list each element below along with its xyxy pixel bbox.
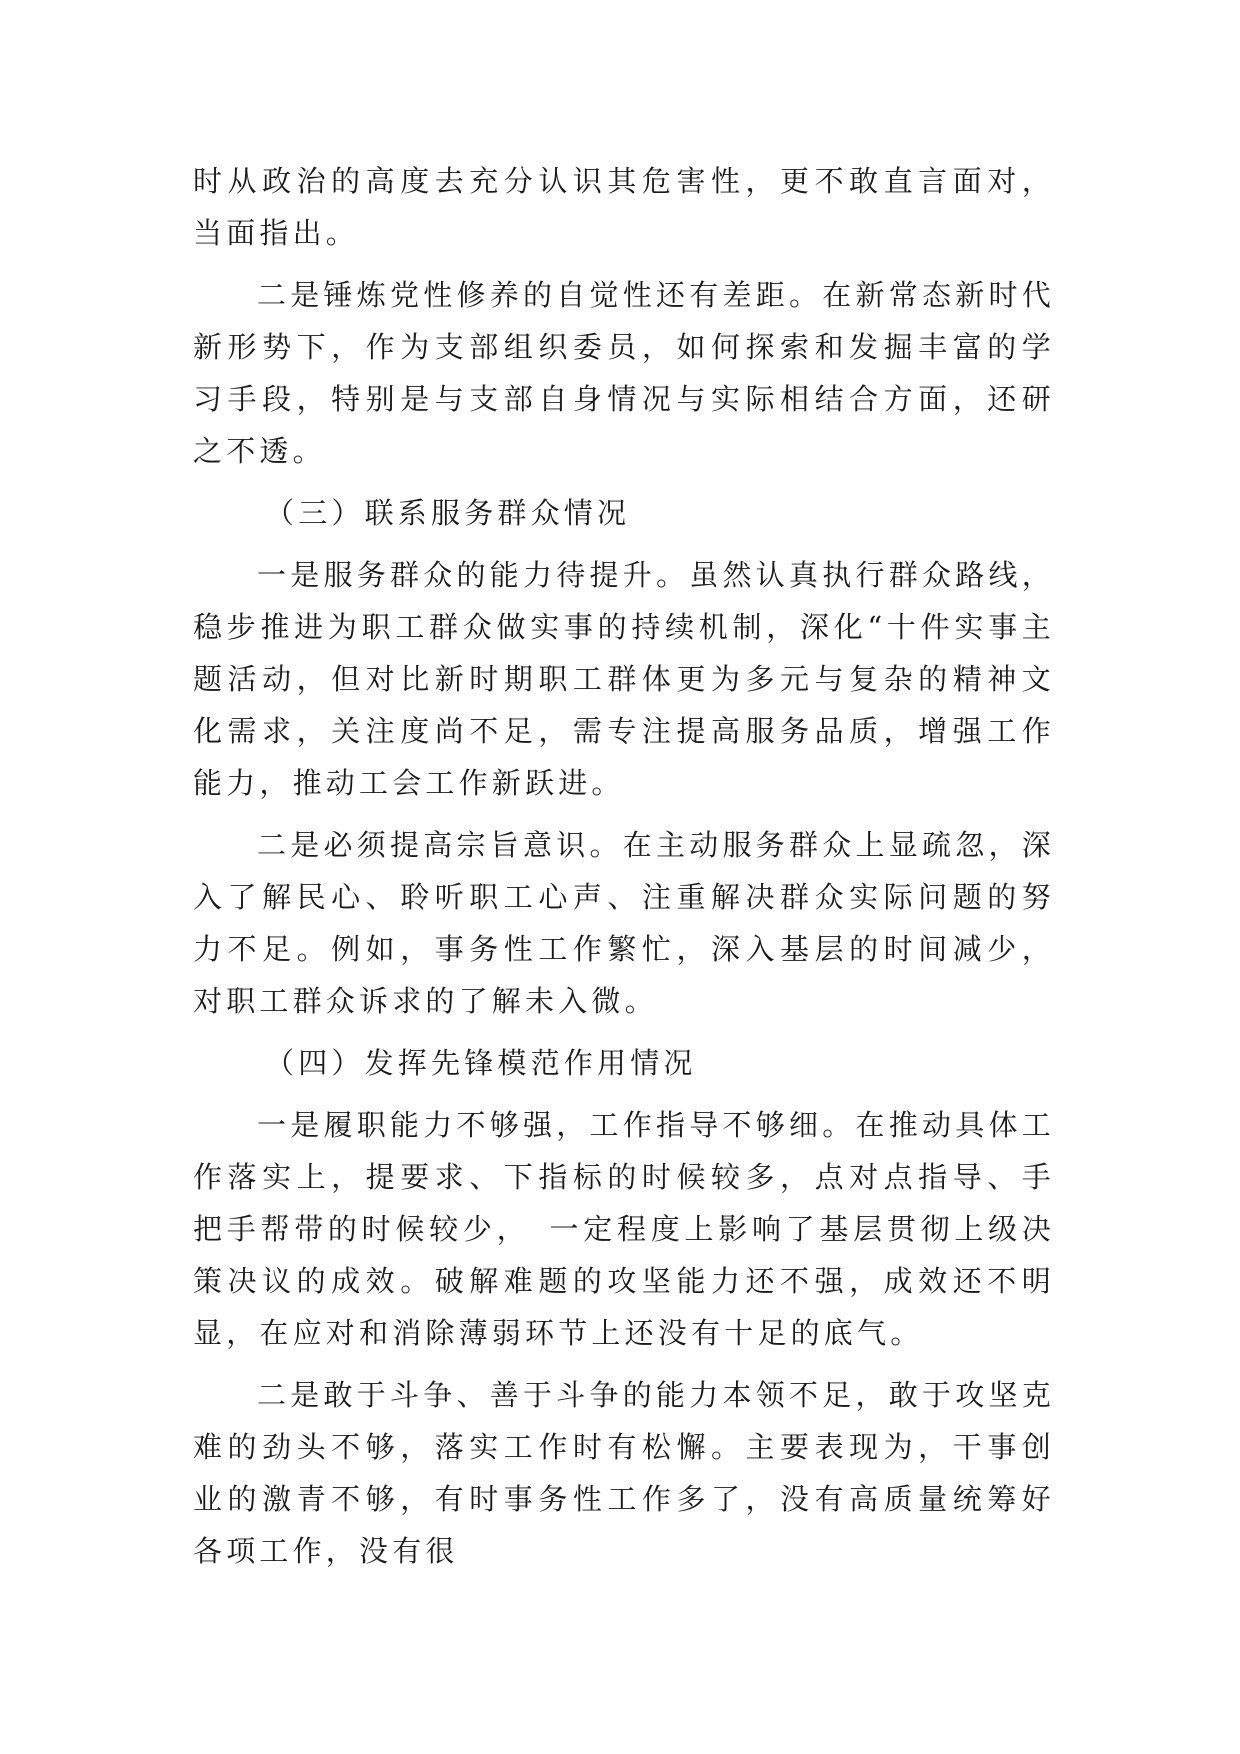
section-heading-vanguard-role: （四）发挥先锋模范作用情况 <box>265 1046 697 1080</box>
paragraph-continuation: 时从政治的高度去充分认识其危害性，更不敢直言面对，当面指出。 <box>193 164 1055 250</box>
document-body <box>193 155 1055 1587</box>
paragraph-party-spirit: 二是锤炼党性修养的自觉性还有差距。在新常态新时代新形势下，作为支部组织委员，如何探索和发掘丰富的学习手段，特别是与支部自身情况与实际相结合方面，还研之不透。 <box>193 278 1055 468</box>
paragraph-purpose-awareness: 二是必须提高宗旨意识。在主动服务群众上显疏忽，深入了解民心、聆听职工心声、注重解决群众实际问题的努力不足。例如，事务性工作繁忙，深入基层的时间减少，对职工群众诉求的了解未入微。 <box>193 828 1055 1018</box>
paragraph-struggle-ability: 二是敢于斗争、善于斗争的能力本领不足，敢于攻坚克难的劲头不够，落实工作时有松懈。主要表现为，干事创业的激青不够，有时事务性工作多了，没有高质量统筹好各项工作，没有很 <box>193 1378 1055 1568</box>
paragraph-duty-ability: 一是履职能力不够强，工作指导不够细。在推动具体工作落实上，提要求、下指标的时候较多，点对点指导、手把手帮带的时候较少， 一定程度上影响了基层贯彻上级决策决议的成效。破解难题的攻坚能力还不强，成效还不明显，在应对和消除薄弱环节上还没有十足的底气。 <box>193 1108 1055 1350</box>
paragraph-service-ability: 一是服务群众的能力待提升。虽然认真执行群众路线，稳步推进为职工群众做实事的持续机制，深化“十件实事主题活动，但对比新时期职工群体更为多元与复杂的精神文化需求，关注度尚不足，需专注提高服务品质，增强工作能力，推动工会工作新跃进。 <box>193 558 1055 800</box>
section-heading-serving-masses: （三）联系服务群众情况 <box>265 496 631 530</box>
